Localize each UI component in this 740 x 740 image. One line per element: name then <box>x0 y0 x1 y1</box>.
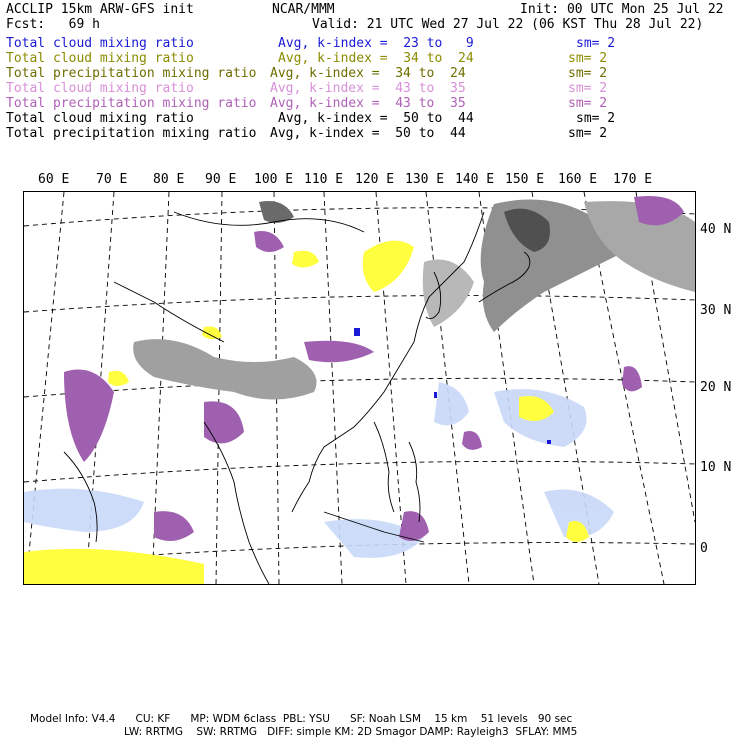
field-name: Total precipitation mixing ratio <box>6 96 257 111</box>
field-avg-range: Avg, k-index = 50 to 44 <box>270 126 466 141</box>
lon-label-100: 100 E <box>254 172 294 187</box>
lon-label-130: 130 E <box>405 172 445 187</box>
forecast-hour: Fcst: 69 h <box>6 17 100 32</box>
field-name: Total precipitation mixing ratio <box>6 66 257 81</box>
lon-label-140: 140 E <box>455 172 495 187</box>
field-smoothing: sm= 2 <box>568 51 608 66</box>
field-smoothing: sm= 2 <box>576 111 616 126</box>
lat-label-40: 40 N <box>700 222 732 237</box>
lon-label-70: 70 E <box>96 172 128 187</box>
field-avg-range: Avg, k-index = 50 to 44 <box>278 111 474 126</box>
lat-label-0: 0 <box>700 541 708 556</box>
valid-time: Valid: 21 UTC Wed 27 Jul 22 (06 KST Thu 28 Jul 22) <box>312 17 704 32</box>
field-name: Total precipitation mixing ratio <box>6 126 257 141</box>
lon-label-160: 160 E <box>558 172 598 187</box>
lon-label-90: 90 E <box>205 172 237 187</box>
field-smoothing: sm= 2 <box>568 96 608 111</box>
footer-line-1: Model Info: V4.4 CU: KF MP: WDM 6class PBL: YSU SF: Noah LSM 15 km 51 levels 90 sec <box>30 713 573 725</box>
footer-line-2: LW: RRTMG SW: RRTMG DIFF: simple KM: 2D Smagor DAMP: Rayleigh3 SFLAY: MM5 <box>124 726 578 738</box>
field-avg-range: Avg, k-index = 34 to 24 <box>270 66 466 81</box>
field-smoothing: sm= 2 <box>568 81 608 96</box>
map-panel <box>23 191 696 585</box>
field-name: Total cloud mixing ratio <box>6 81 194 96</box>
lat-label-20: 20 N <box>700 380 732 395</box>
lon-label-150: 150 E <box>505 172 545 187</box>
lon-label-80: 80 E <box>153 172 185 187</box>
lon-label-120: 120 E <box>355 172 395 187</box>
field-name: Total cloud mixing ratio <box>6 111 194 126</box>
lat-label-30: 30 N <box>700 303 732 318</box>
field-smoothing: sm= 2 <box>568 126 608 141</box>
field-smoothing: sm= 2 <box>576 36 616 51</box>
field-avg-range: Avg, k-index = 23 to 9 <box>278 36 474 51</box>
field-avg-range: Avg, k-index = 43 to 35 <box>270 96 466 111</box>
lat-label-10: 10 N <box>700 460 732 475</box>
field-avg-range: Avg, k-index = 34 to 24 <box>278 51 474 66</box>
map-canvas <box>24 192 695 584</box>
field-name: Total cloud mixing ratio <box>6 51 194 66</box>
lon-label-170: 170 E <box>613 172 653 187</box>
lon-label-110: 110 E <box>304 172 344 187</box>
model-title: ACCLIP 15km ARW-GFS init <box>6 2 194 17</box>
init-time: Init: 00 UTC Mon 25 Jul 22 <box>520 2 724 17</box>
field-smoothing: sm= 2 <box>568 66 608 81</box>
org-label: NCAR/MMM <box>272 2 335 17</box>
gray-cloud-field <box>133 200 695 400</box>
field-name: Total cloud mixing ratio <box>6 36 194 51</box>
field-avg-range: Avg, k-index = 43 to 35 <box>270 81 466 96</box>
lon-label-60: 60 E <box>38 172 70 187</box>
